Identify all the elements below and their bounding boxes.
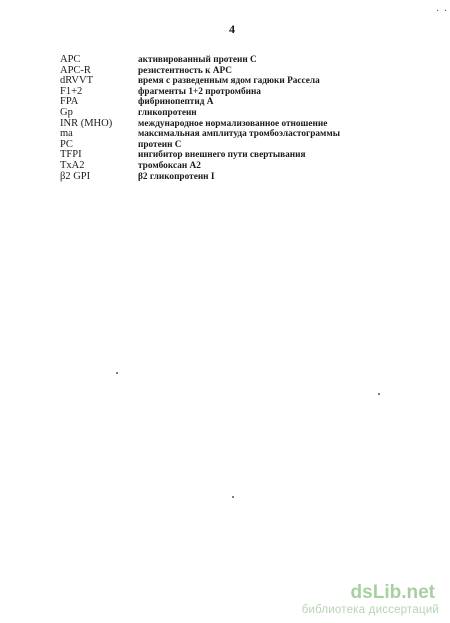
abbreviation-term: FPA [60,96,79,108]
abbreviation-list [60,55,380,182]
list-item [60,150,380,161]
abbreviation-definition: резистентность к АРС [138,65,232,76]
watermark [275,583,445,617]
list-item [60,55,380,66]
abbreviation-term: dRVVT [60,75,93,87]
corner-mark: · · [436,6,449,17]
abbreviation-term: TxA2 [60,159,85,171]
abbreviation-definition: максимальная амплитуда тромбоэластограммы [138,129,340,140]
list-item [60,161,380,172]
list-item [60,129,380,140]
abbreviation-term: INR (MHO) [60,117,113,129]
abbreviation-term: ma [60,128,73,140]
scan-speck [116,372,118,374]
abbreviation-term: TFPI [60,149,82,161]
scan-speck [232,496,234,498]
list-item [60,140,380,151]
abbreviation-definition: международное нормализованное отношение [138,118,328,129]
abbreviation-definition: активированный протеин С [138,55,257,65]
abbreviation-term: APC-R [60,64,91,76]
list-item [60,119,380,130]
watermark-tagline: библиотека диссертаций [301,604,439,616]
watermark-logo: dsLib.net [350,582,435,603]
abbreviation-definition: протеин С [138,139,182,150]
page-number: 4 [229,22,235,36]
abbreviation-definition: гликопротеин [138,107,197,118]
list-item [60,97,380,108]
list-item [60,66,380,77]
list-item [60,172,380,183]
abbreviation-definition: ингибитор внешнего пути свертывания [138,150,306,161]
abbreviation-definition: тромбоксан А2 [138,160,201,171]
abbreviation-term: F1+2 [60,85,83,97]
abbreviation-term: β2 GPI [60,170,91,182]
abbreviation-term: PC [60,138,73,150]
list-item [60,87,380,98]
abbreviation-definition: фрагменты 1+2 протромбина [138,86,261,97]
list-item [60,108,380,119]
scan-speck [378,393,380,395]
list-item [60,76,380,87]
abbreviation-definition: β2 гликопротеин I [138,171,215,182]
abbreviation-definition: фибринопептид А [138,97,214,108]
abbreviation-term: APC [60,54,81,65]
abbreviation-term: Gp [60,106,73,118]
abbreviation-definition: время с разведенным ядом гадюки Рассела [138,76,320,87]
